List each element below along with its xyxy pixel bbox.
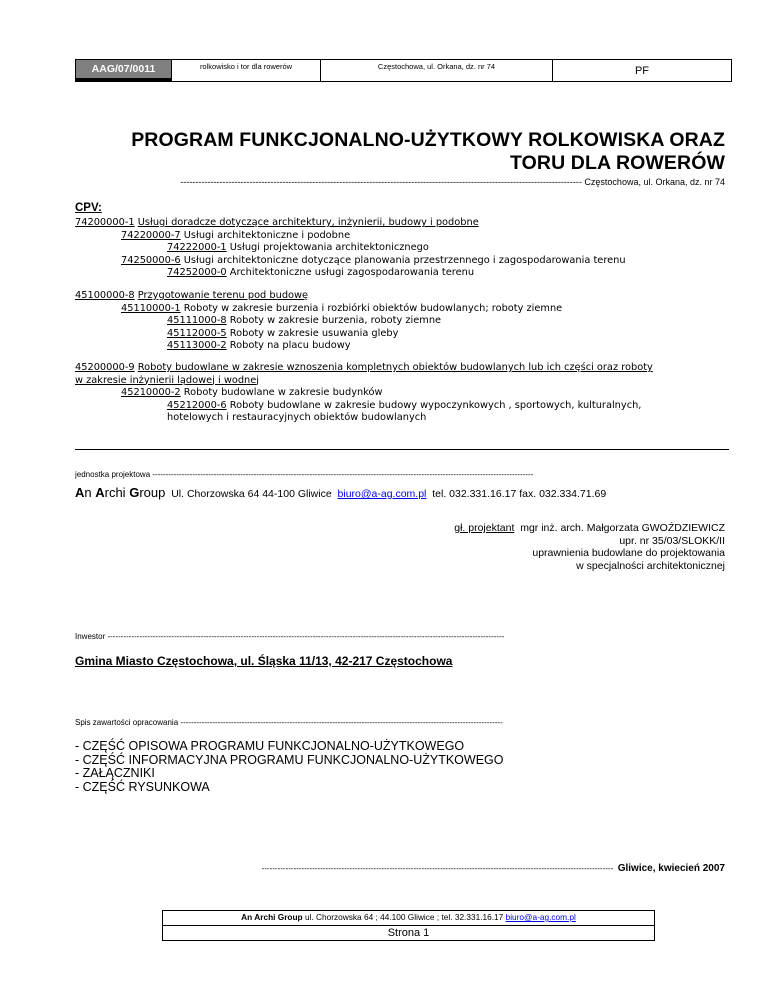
cpv-code: 74222000-1 <box>167 242 227 253</box>
cpv-item <box>121 303 735 316</box>
title-line-1: PROGRAM FUNKCJONALNO-UŻYTKOWY ROLKOWISKA ORAZ <box>131 129 725 151</box>
company-initial-g: G <box>129 485 140 500</box>
cpv-text: Roboty budowlane w zakresie wznoszenia kompletnych obiektów budowlanych lub ich części oraz roboty <box>137 362 653 373</box>
company-phones: tel. 032.331.16.17 fax. 032.334.71.69 <box>432 488 607 500</box>
unit-label-line <box>75 470 735 479</box>
cpv-text: Roboty budowlane w zakresie budowy wypoczynkowych , sportowych, kulturalnych, <box>229 399 642 411</box>
investor-label: Inwestor <box>75 632 106 641</box>
company-part: n <box>84 485 96 500</box>
cpv-code: 45200000-9 <box>75 362 135 373</box>
cpv-text: Roboty w zakresie burzenia i rozbiórki obiektów budowlanych; roboty ziemne <box>183 302 563 314</box>
title-line-2: TORU DLA ROWERÓW <box>510 152 725 174</box>
list-item: - CZĘŚĆ RYSUNKOWA <box>75 779 210 794</box>
cpv-text: Roboty budowlane w zakresie budynków <box>183 387 383 398</box>
unit-label: jednostka projektowa <box>75 470 151 479</box>
company-line <box>75 485 606 500</box>
dash-separator: ------------------------------------------------------------------------------------------------------------------------------------ <box>261 864 614 873</box>
contents-label: Spis zawartości opracowania <box>75 718 179 727</box>
cpv-heading: CPV: <box>75 202 102 214</box>
footer-email-link[interactable]: biuro@a-ag.com.pl <box>505 912 576 922</box>
place-date-line <box>92 858 725 876</box>
cpv-group-2 <box>75 290 735 353</box>
cpv-code: 45112000-5 <box>167 327 227 339</box>
footer-address: ul. Chorzowska 64 ; 44.100 Gliwice ; tel. 32.331.16.17 <box>304 912 504 922</box>
cpv-code: 45210000-2 <box>121 387 181 398</box>
designer-name: mgr inż. arch. Małgorzata GWOŹDZIEWICZ <box>520 522 725 534</box>
cpv-item <box>167 400 735 425</box>
designer-block <box>380 522 725 572</box>
cpv-code: 74200000-1 <box>75 217 135 228</box>
cpv-text: Usługi doradcze dotyczące architektury, inżynierii, budowy i podobne <box>137 217 479 228</box>
cpv-code: 45111000-8 <box>167 315 227 326</box>
cpv-code: 74220000-7 <box>121 229 181 241</box>
cpv-text: Usługi architektoniczne i podobne <box>183 229 351 241</box>
location-text: Częstochowa, ul. Orkana, dz. nr 74 <box>584 177 725 187</box>
cpv-item <box>75 290 735 303</box>
designer-license: upr. nr 35/03/SLOKK/II <box>619 534 725 547</box>
investor-label-line <box>75 632 735 641</box>
cpv-item <box>121 230 735 243</box>
cpv-code: 45110000-1 <box>121 302 181 314</box>
cpv-code: 45113000-2 <box>167 340 227 351</box>
list-item: - CZĘŚĆ OPISOWA PROGRAMU FUNKCJONALNO-UŻYTKOWEGO <box>75 739 465 753</box>
cpv-group-1 <box>75 217 735 280</box>
company-address: Ul. Chorzowska 64 44-100 Gliwice <box>171 488 332 500</box>
cpv-item <box>167 267 735 280</box>
cpv-item <box>167 242 735 255</box>
page-title <box>60 129 725 175</box>
company-initial-a: A <box>75 485 85 500</box>
document-code: AAG/07/0011 <box>76 60 172 81</box>
cpv-text: Roboty w zakresie usuwania gleby <box>229 327 399 339</box>
cpv-item <box>167 315 735 328</box>
cpv-text: Usługi projektowania architektonicznego <box>229 242 429 253</box>
cpv-text-cont: w zakresie inżynierii lądowej i wodnej <box>75 374 260 386</box>
dash-separator: ----------------------------------------------------------------------------------------------------------------------------------------------------- <box>107 632 505 641</box>
company-initial-a2: A <box>95 485 105 500</box>
project-location: Częstochowa, ul. Orkana, dz. nr 74 <box>321 60 553 81</box>
cpv-item <box>121 255 735 268</box>
document-type: PF <box>634 64 650 77</box>
cpv-code: 74250000-6 <box>121 254 181 266</box>
list-item: - ZAŁĄCZNIKI <box>75 766 155 780</box>
investor-name: Gmina Miasto Częstochowa, ul. Śląska 11/13, 42-217 Częstochowa <box>75 654 453 668</box>
cpv-item <box>167 340 735 353</box>
place-date: Gliwice, kwiecień 2007 <box>617 863 725 874</box>
cpv-code: 74252000-0 <box>167 267 227 278</box>
page-footer <box>162 910 655 941</box>
footer-company: An Archi Group <box>241 912 303 922</box>
cpv-code: 45100000-8 <box>75 290 135 301</box>
cpv-text: Roboty na placu budowy <box>229 340 351 351</box>
project-name: rolkowisko i tor dla rowerów <box>172 60 321 81</box>
cpv-text: Przygotowanie terenu pod budowę <box>137 290 309 301</box>
dash-separator: -------------------------------------------------------------------------------------------------------------------------------------- <box>180 177 582 187</box>
cpv-item <box>75 362 735 387</box>
cpv-text: Roboty w zakresie burzenia, roboty ziemne <box>229 315 442 326</box>
cpv-item <box>121 387 735 400</box>
cpv-text: Usługi architektoniczne dotyczące planowania przestrzennego i zagospodarowania terenu <box>183 254 626 266</box>
location-line <box>92 177 725 187</box>
footer-contact <box>163 911 654 926</box>
designer-label: gł. projektant <box>454 522 515 534</box>
cpv-code: 45212000-6 <box>167 399 227 411</box>
dash-separator: ------------------------------------------------------------------------------------------------------------------------- <box>180 718 503 727</box>
cpv-item <box>167 328 735 341</box>
designer-qualification: uprawnienia budowlane do projektowania <box>532 547 725 559</box>
list-item: - CZĘŚĆ INFORMACYJNA PROGRAMU FUNKCJONALNO-UŻYTKOWEGO <box>75 752 504 767</box>
cpv-text: Architektoniczne usługi zagospodarowania terenu <box>229 267 475 278</box>
horizontal-rule <box>75 449 729 450</box>
company-email-link[interactable]: biuro@a-ag.com.pl <box>337 488 427 500</box>
cpv-item <box>75 217 735 230</box>
dash-separator: ----------------------------------------------------------------------------------------------------------------------------------------------- <box>152 470 534 479</box>
header-table <box>75 59 732 82</box>
page-number: Strona 1 <box>387 927 430 939</box>
company-part: rchi <box>104 485 130 500</box>
cpv-group-3 <box>75 362 735 425</box>
designer-line-1 <box>380 522 725 535</box>
company-part: roup <box>139 485 166 500</box>
designer-specialty: w specjalności architektonicznej <box>576 559 725 572</box>
contents-label-line <box>75 718 735 727</box>
contents-list <box>75 740 504 794</box>
cpv-text-cont: hotelowych i restauracyjnych obiektów budowlanych <box>167 412 427 423</box>
